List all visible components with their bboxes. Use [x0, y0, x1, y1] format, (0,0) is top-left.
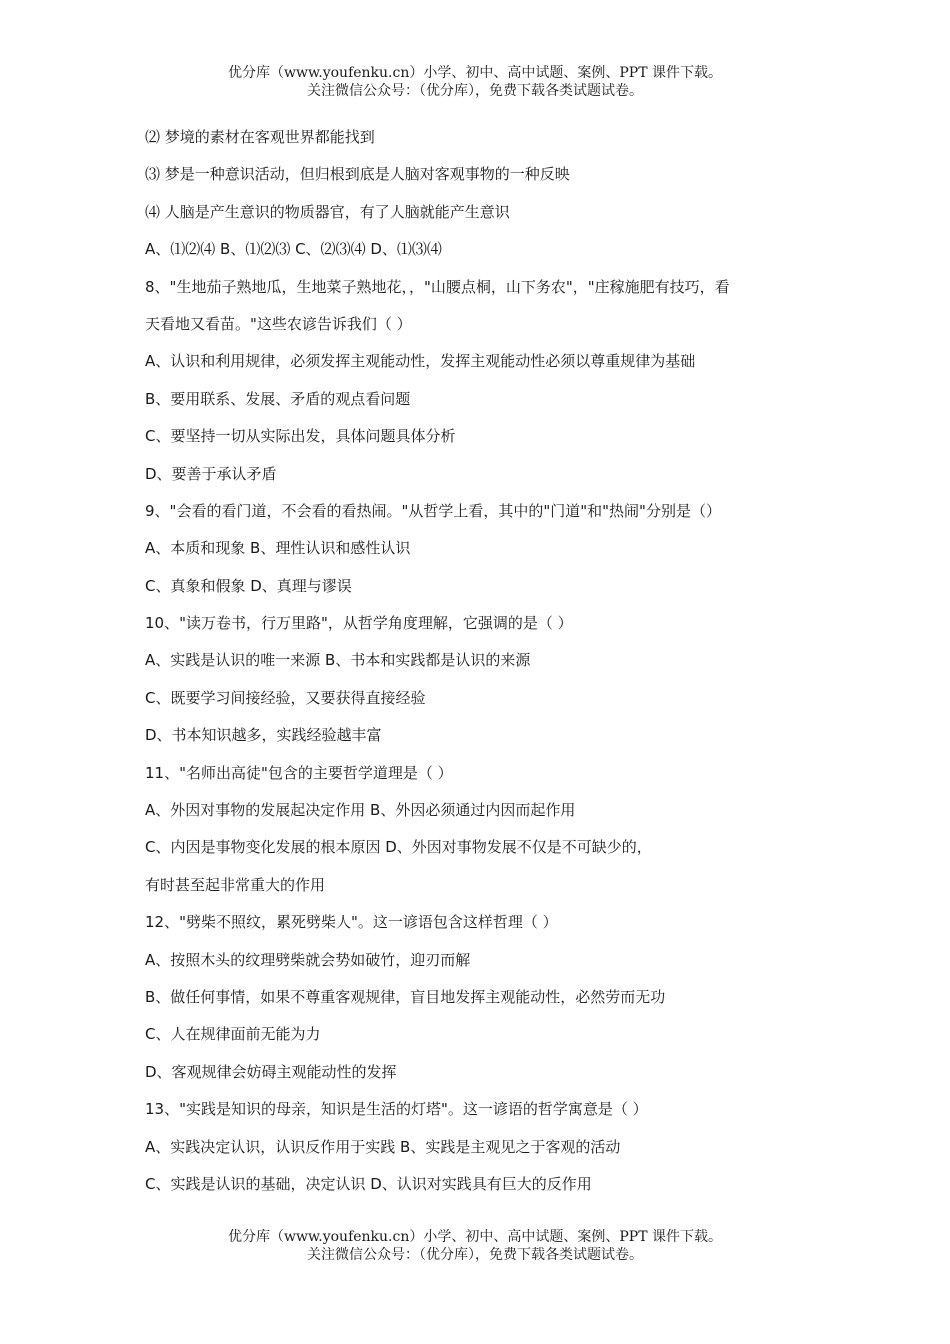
page-footer	[0, 1228, 950, 1264]
text-line: ⑷ 人脑是产生意识的物质器官，有了人脑就能产生意识	[145, 202, 510, 221]
text-line: 12、"劈柴不照纹，累死劈柴人"。这一谚语包含这样哲理（ ）	[145, 913, 558, 932]
text-line: 9、"会看的看门道，不会看的看热闹。"从哲学上看，其中的"门道"和"热闹"分别是（）	[145, 501, 721, 520]
text-line: D、客观规律会妨碍主观能动性的发挥	[145, 1062, 397, 1081]
footer-line-2: 关注微信公众号：（优分库），免费下载各类试题试卷。	[307, 1247, 643, 1263]
question-text	[145, 126, 825, 1210]
text-line: D、要善于承认矛盾	[145, 464, 277, 483]
text-line: D、书本知识越多，实践经验越丰富	[145, 726, 382, 745]
text-line: B、做任何事情，如果不尊重客观规律，盲目地发挥主观能动性，必然劳而无功	[145, 987, 666, 1006]
text-line: C、真象和假象 D、真理与谬误	[145, 576, 352, 595]
text-line: C、实践是认识的基础，决定认识 D、认识对实践具有巨大的反作用	[145, 1174, 592, 1193]
header-line-2: 关注微信公众号：（优分库），免费下载各类试题试卷。	[307, 83, 643, 99]
text-line: 13、"实践是知识的母亲，知识是生活的灯塔"。这一谚语的哲学寓意是（ ）	[145, 1100, 648, 1119]
text-line: ⑵ 梦境的素材在客观世界都能找到	[145, 128, 375, 146]
text-line: A、实践决定认识，认识反作用于实践 B、实践是主观见之于客观的活动	[145, 1137, 621, 1156]
text-line: 10、"读万卷书，行万里路"，从哲学角度理解，它强调的是（ ）	[145, 614, 573, 633]
page-header	[0, 64, 950, 100]
text-line: C、内因是事物变化发展的根本原因 D、外因对事物发展不仅是不可缺少的，	[145, 838, 652, 857]
text-line: 有时甚至起非常重大的作用	[145, 875, 326, 894]
header-line-1: 优分库（www.youfenku.cn）小学、初中、高中试题、案例、PPT 课件下载。	[227, 65, 722, 81]
text-line: A、外因对事物的发展起决定作用 B、外因必须通过内因而起作用	[145, 801, 576, 820]
text-line: ⑶ 梦是一种意识活动，但归根到底是人脑对客观事物的一种反映	[145, 165, 570, 184]
text-line: A、本质和现象 B、理性认识和感性认识	[145, 539, 411, 558]
text-line: A、实践是认识的唯一来源 B、书本和实践都是认识的来源	[145, 651, 531, 670]
text-line: C、既要学习间接经验，又要获得直接经验	[145, 688, 426, 707]
text-line: C、人在规律面前无能为力	[145, 1025, 321, 1044]
text-line: 8、"生地茄子熟地瓜，生地菜子熟地花，，"山腰点桐，山下务农"，"庄稼施肥有技巧，看	[145, 277, 730, 296]
text-line: A、认识和利用规律，必须发挥主观能动性，发挥主观能动性必须以尊重规律为基础	[145, 352, 696, 371]
text-line: 11、"名师出高徒"包含的主要哲学道理是（ ）	[145, 763, 453, 782]
text-line: B、要用联系、发展、矛盾的观点看问题	[145, 389, 411, 408]
text-line: 天看地又看苗。"这些农谚告诉我们（ ）	[145, 314, 412, 333]
text-line: C、要坚持一切从实际出发，具体问题具体分析	[145, 427, 456, 446]
footer-line-1: 优分库（www.youfenku.cn）小学、初中、高中试题、案例、PPT 课件下载。	[227, 1229, 722, 1245]
text-line: A、⑴⑵⑷ B、⑴⑵⑶ C、⑵⑶⑷ D、⑴⑶⑷	[145, 240, 442, 259]
text-line: A、按照木头的纹理劈柴就会势如破竹，迎刃而解	[145, 950, 471, 969]
